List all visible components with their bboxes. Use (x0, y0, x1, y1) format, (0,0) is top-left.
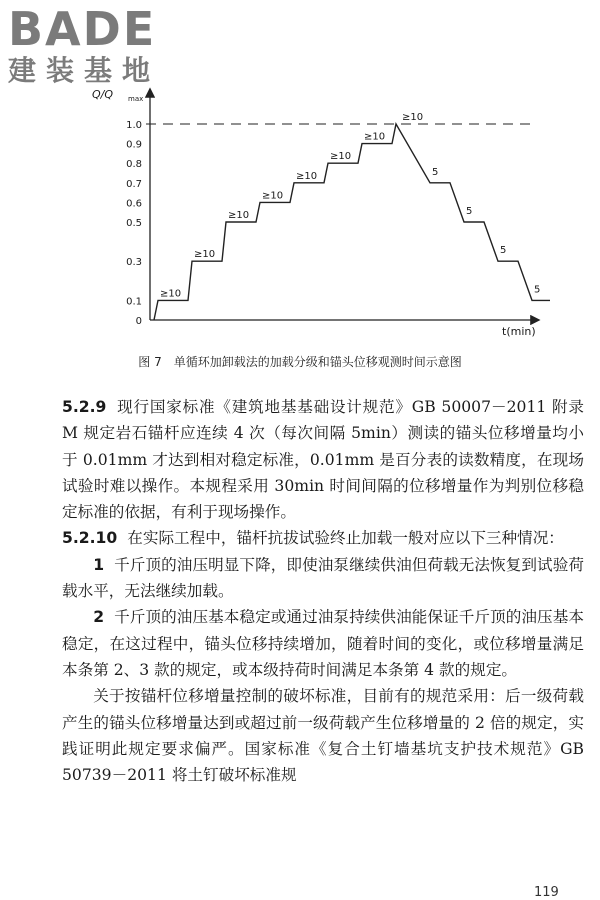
y-tick-label: 0.8 (126, 159, 142, 171)
step-duration-label: 5 (432, 166, 439, 178)
section-number: 5.2.10 (62, 529, 118, 548)
logo-subtitle: 建装基地 (8, 54, 161, 87)
y-tick-label: 0.3 (126, 257, 142, 269)
logo (8, 4, 178, 88)
step-duration-label: 5 (534, 284, 541, 296)
list-item (62, 552, 584, 605)
step-duration-label: ≥10 (296, 170, 318, 182)
y-tick-label: 0.6 (126, 198, 142, 210)
x-axis-label: t(min) (502, 325, 536, 338)
step-duration-label: ≥10 (160, 288, 182, 300)
paragraph-text: 千斤顶的油压明显下降，即使油泵继续供油但荷载无法恢复到试验荷载水平，无法继续加载。 (62, 555, 584, 601)
item-number: 1 (93, 555, 105, 574)
step-duration-label: 5 (466, 206, 473, 217)
body-text (62, 394, 584, 788)
step-duration-label: ≥10 (364, 131, 386, 143)
y-tick-label: 0.5 (126, 218, 142, 229)
y-tick-label: 1.0 (126, 120, 142, 131)
step-duration-label: ≥10 (262, 190, 284, 202)
step-duration-label: ≥10 (228, 210, 250, 221)
logo-wordmark: BADE (8, 2, 157, 56)
paragraph-text: 千斤顶的油压基本稳定或通过油泵持续供油能保证千斤顶的油压基本稳定，在这过程中，锚头位移持续增加，随着时间的变化，或位移增量满足本条第 2、3 款的规定，或本级持荷时间满足本条第 4 款的规定。 (62, 608, 584, 679)
section-paragraph (62, 525, 584, 551)
paragraph-text: 现行国家标准《建筑地基基础设计规范》GB 50007－2011 附录 M 规定岩石锚杆应连续 4 次（每次间隔 5min）测读的锚头位移增量均小于 0.01mm 才达到相对稳定标准，0.01mm 是百分表的读数精度，在现场试验时难以操作。本规程采用 30min 时间间隔的位移增量作为判别位移稳定标准的依据，有利于现场操作。 (62, 398, 584, 522)
step-duration-label: ≥10 (402, 112, 424, 123)
y-tick-label: 0 (135, 316, 142, 327)
load-step-line (154, 124, 550, 320)
page-number: 119 (534, 885, 559, 900)
step-duration-label: 5 (500, 245, 507, 257)
step-duration-label: ≥10 (330, 151, 352, 163)
y-axis-label-sub: max (128, 95, 144, 103)
paragraph-text: 在实际工程中，锚杆抗拔试验终止加载一般对应以下三种情况： (127, 529, 564, 548)
list-item (62, 604, 584, 683)
paragraph-text: 关于按锚杆位移增量控制的破坏标准，目前有的规范采用：后一级荷载产生的锚头位移增量达到或超过前一级荷载产生位移增量的 2 倍的规定，实践证明此规定要求偏严。国家标准《复合土钉墙基坑支护技术规范》GB 50739－2011 将土钉破坏标准规 (62, 687, 584, 785)
y-tick-label: 0.7 (126, 178, 142, 190)
section-paragraph (62, 394, 584, 525)
y-tick-label: 0.1 (126, 296, 142, 308)
item-number: 2 (93, 608, 105, 627)
paragraph (62, 683, 584, 788)
y-tick-label: 0.9 (126, 139, 142, 151)
section-number: 5.2.9 (62, 398, 107, 416)
loading-chart (90, 82, 550, 344)
step-duration-label: ≥10 (194, 249, 216, 261)
y-axis-label: Q/Q (92, 88, 114, 101)
figure-caption: 图 7 单循环加卸载法的加载分级和锚头位移观测时间示意图 (138, 355, 462, 369)
